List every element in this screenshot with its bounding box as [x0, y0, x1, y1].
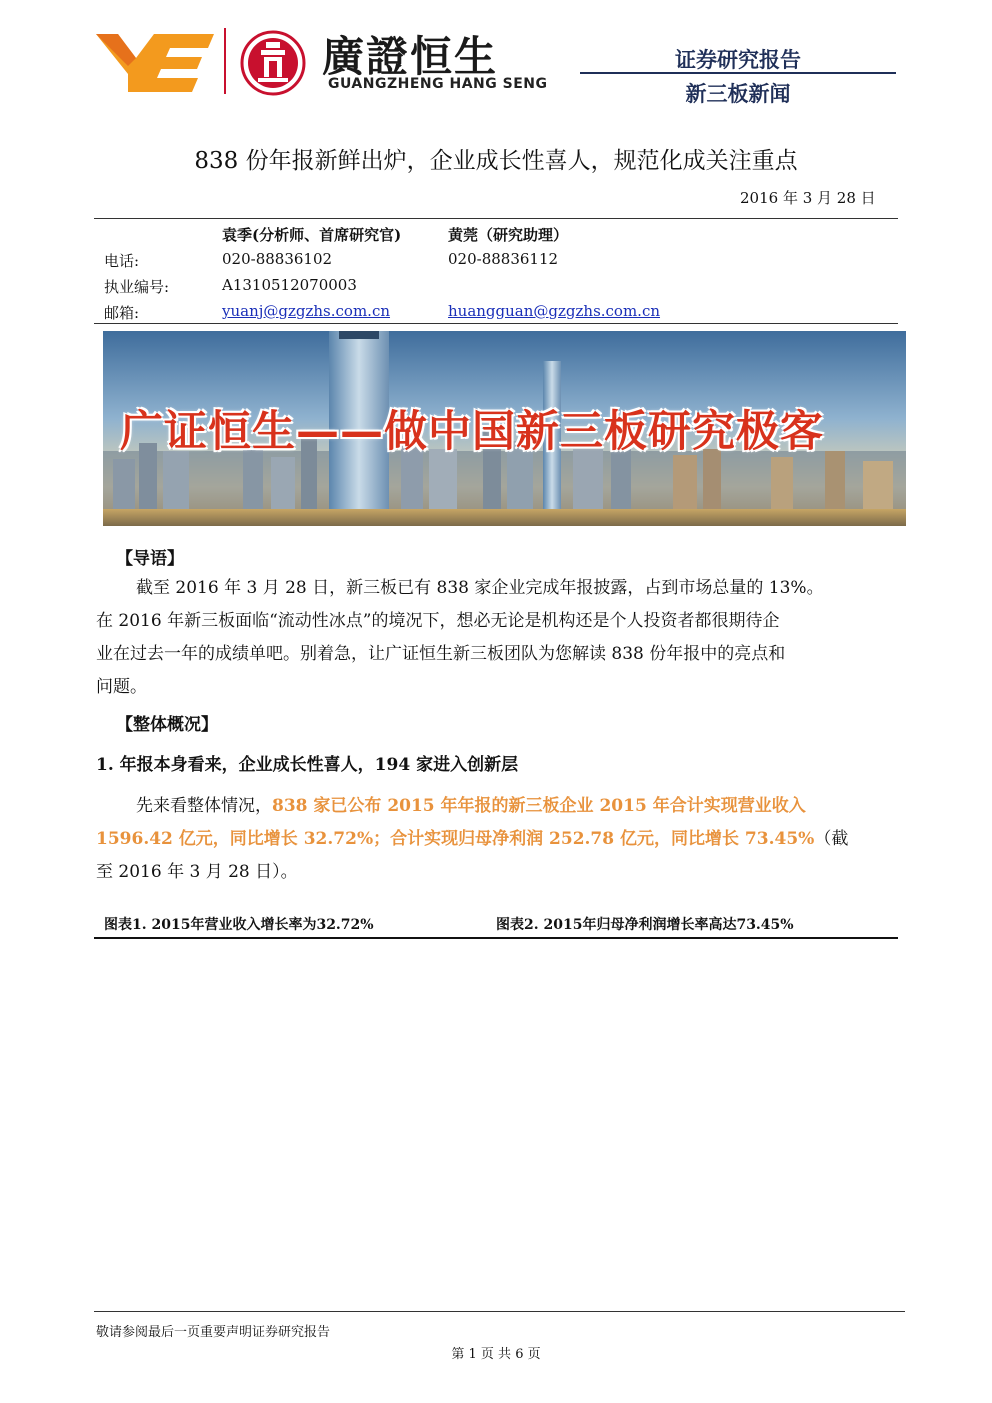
phone-label: 电话:: [104, 252, 140, 270]
header-rule: [580, 72, 896, 74]
info-top-rule: [94, 218, 898, 219]
banner-slogan: 广证恒生——做中国新三板研究极客: [120, 407, 824, 457]
intro-line-1: 截至 2016 年 3 月 28 日，新三板已有 838 家企业完成年报披露，占到市场总量的 13%。: [136, 578, 824, 598]
page-title: 838 份年报新鲜出炉，企业成长性喜人，规范化成关注重点: [194, 148, 798, 174]
figure-caption-rule: [94, 937, 898, 939]
report-category: 新三板新闻: [685, 82, 791, 106]
logo-divider: [224, 28, 226, 94]
analyst1-license: A1310512070003: [222, 276, 357, 294]
intro-heading: 【导语】: [116, 549, 184, 569]
intro-line-2: 在 2016 年新三板面临“流动性冰点”的境况下，想必无论是机构还是个人投资者都很期待企: [96, 611, 780, 631]
footer-disclaimer: 敬请参阅最后一页重要声明证券研究报告: [96, 1325, 331, 1340]
figure-2-caption: 图表2. 2015年归母净利润增长率高达73.45%: [496, 917, 794, 933]
overview-para-line-1: [136, 790, 806, 823]
logo-brand-en: GUANGZHENG HANG SENG: [328, 76, 548, 92]
page-number: 第 1 页 共 6 页: [451, 1347, 541, 1362]
intro-line-4: 问题。: [96, 677, 147, 697]
info-bottom-rule: [94, 323, 898, 324]
overview-plain-text: 先来看整体情况，: [136, 796, 272, 816]
analyst2-email-link[interactable]: huangguan@gzgzhs.com.cn: [448, 302, 661, 320]
figure-1-caption: 图表1. 2015年营业收入增长率为32.72%: [104, 917, 374, 933]
overview-para-line-2: [96, 823, 848, 856]
ye-logo-icon: [96, 30, 214, 94]
overview-highlight-text: 838 家已公布 2015 年年报的新三板企业 2015 年合计实现营业收入: [272, 796, 806, 816]
analyst2-name: 黄莞（研究助理）: [448, 226, 569, 244]
analyst2-phone: 020-88836112: [448, 250, 559, 268]
analyst1-email-link[interactable]: yuanj@gzgzhs.com.cn: [222, 302, 391, 320]
overview-highlight-text: 1596.42 亿元，同比增长 32.72%；合计实现归母净利润 252.78 亿元，同比增长 73.45%: [96, 829, 815, 849]
seal-logo-icon: [240, 30, 306, 96]
license-label: 执业编号:: [104, 278, 170, 296]
footer-rule: [94, 1311, 905, 1312]
section-1-heading: 1. 年报本身看来，企业成长性喜人，194 家进入创新层: [96, 755, 519, 775]
intro-line-3: 业在过去一年的成绩单吧。别着急，让广证恒生新三板团队为您解读 838 份年报中的亮点和: [96, 644, 786, 664]
overview-heading: 【整体概况】: [116, 715, 218, 735]
overview-plain-text: （截: [814, 829, 849, 849]
analyst1-name: 袁季(分析师、首席研究官): [222, 226, 402, 244]
report-type: 证券研究报告: [675, 48, 801, 72]
overview-para-line-3: 至 2016 年 3 月 28 日）。: [96, 862, 298, 882]
report-date: 2016 年 3 月 28 日: [740, 189, 876, 207]
logo-brand-cn: 廣證恒生: [322, 32, 499, 81]
analyst1-phone: 020-88836102: [222, 250, 333, 268]
email-label: 邮箱:: [104, 304, 140, 322]
